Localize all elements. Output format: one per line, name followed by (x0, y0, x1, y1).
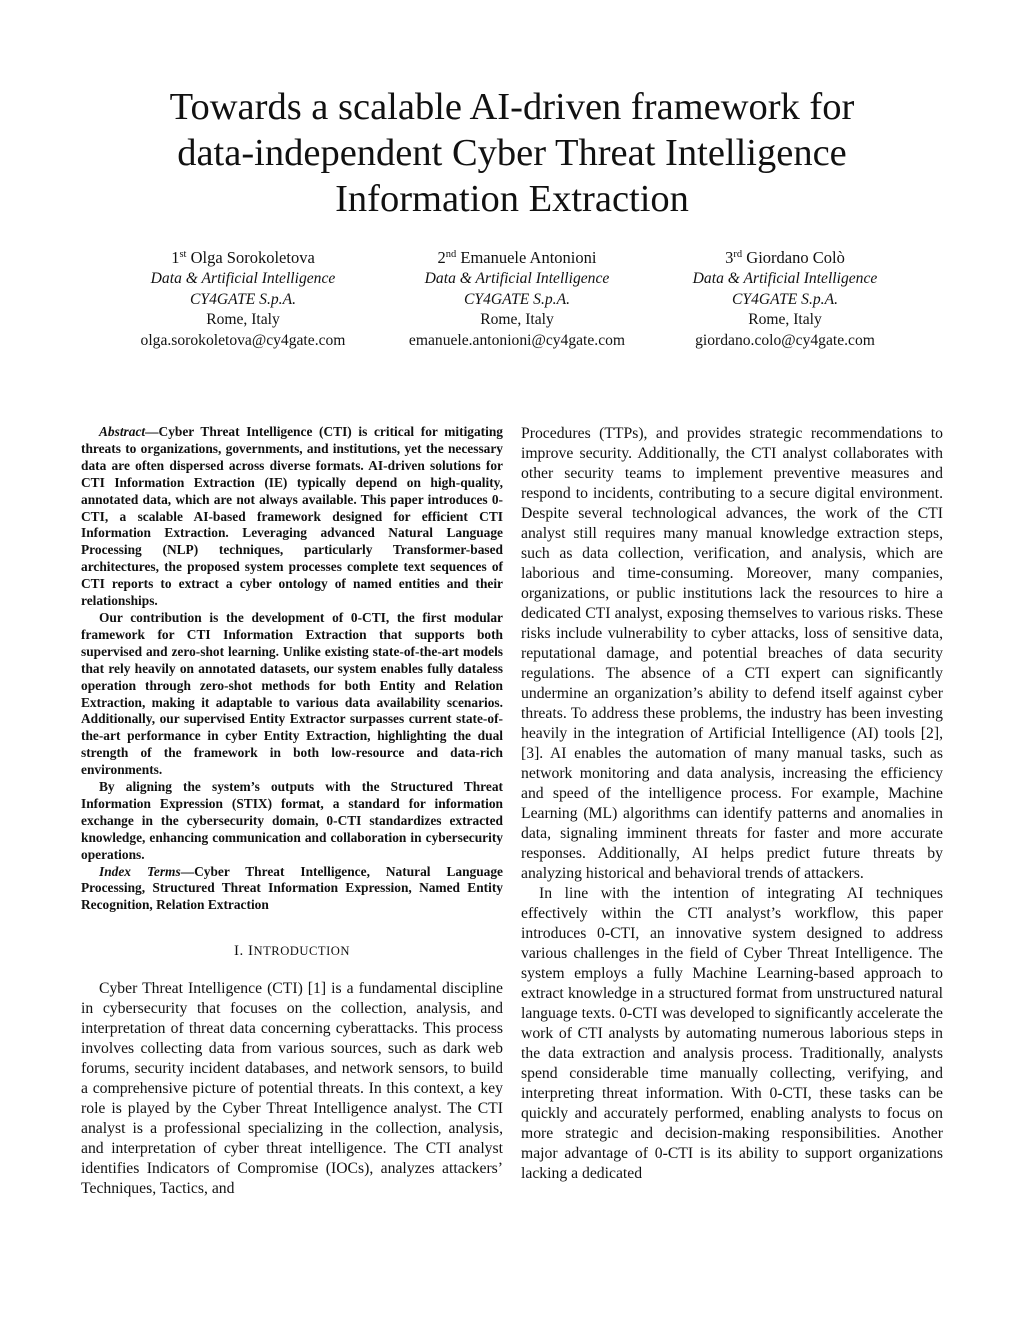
author-3 (635, 248, 935, 352)
author-dept: Data & Artificial Intelligence (692, 269, 878, 287)
title-line: Information Extraction (335, 178, 689, 220)
abstract-label: Abstract (99, 424, 146, 439)
author-ordinal-suffix: rd (733, 249, 743, 260)
author-2 (367, 248, 667, 352)
author-ordinal: 2 (437, 248, 446, 267)
author-ordinal: 3 (725, 248, 734, 267)
paper-title (80, 84, 944, 222)
abstract (81, 424, 503, 914)
abstract-paragraph: Our contribution is the development of 0-CTI, the first modular framework for CTI Information Extraction that supports both supervised and zero-shot learning. Unlike existing state-of-the-art models that rely heavily on annotated datasets, our system enables fully dataless operation through zero-shot methods for both Entity and Relation Extraction, making it adaptable to various data availability scenarios. Additionally, our supervised Entity Extractor surpasses current state-of-the-art performance in cyber Entity Extraction, highlighting the dual strength of the framework in both low-resource and data-rich environments. (81, 609, 503, 778)
body-text-right (521, 424, 943, 1184)
author-ordinal: 1 (171, 248, 180, 267)
author-email: olga.sorokoletova@cy4gate.com (140, 332, 346, 350)
body-paragraph: In line with the intention of integrating AI techniques effectively within the CTI analyst’s workflow, this paper introduces 0-CTI, an innovative system designed to address various challenges in the field of Cyber Threat Intelligence. The system employs a fully Machine Learning-based approach to extract knowledge in a structured format from unstructured natural language texts. 0-CTI was developed to significantly accelerate the work of CTI analysts by automating numerous laborious steps in the data extraction and analysis process. Traditionally, analysts spend considerable time manually collecting, verifying, and interpreting threat information. With 0-CTI, these tasks can be quickly and accurately performed, enabling analysts to focus on more strategic and decision-making responsibilities. Another major advantage of 0-CTI is its ability to support organizations lacking a dedicated (521, 885, 943, 1182)
author-org: CY4GATE S.p.A. (732, 290, 838, 308)
title-line: data-independent Cyber Threat Intelligence (177, 132, 847, 174)
author-name: Giordano Colò (746, 248, 845, 267)
author-location: Rome, Italy (206, 311, 280, 329)
index-terms-label: Index Terms (99, 863, 181, 879)
author-name: Emanuele Antonioni (460, 248, 597, 267)
author-location: Rome, Italy (748, 311, 822, 329)
abstract-paragraph: Abstract—Cyber Threat Intelligence (CTI) is critical for mitigating threats to organizations, governments, and institutions, yet the necessary data are often dispersed across diverse formats. AI-driven solutions for CTI Information Extraction (IE) typically depend on high-quality, annotated data, which are not always available. This paper introduces 0-CTI, a scalable AI-based framework designed for efficient CTI Information Extraction. Leveraging advanced Natural Language Processing (NLP) techniques, particularly Transformer-based architectures, the proposed system processes complete text sequences of CTI reports to extract a cyber ontology of named entities and their relationships. (81, 424, 503, 609)
body-text-left (81, 979, 503, 1199)
author-email: emanuele.antonioni@cy4gate.com (408, 332, 626, 350)
left-column (81, 424, 503, 1199)
section-heading: I. INTRODUCTION (234, 943, 350, 960)
author-dept: Data & Artificial Intelligence (424, 269, 610, 287)
body-paragraph: Procedures (TTPs), and provides strategic recommendations to improve security. Additionally, the CTI analyst collaborates with other security teams to implement preventive measures and respond to incidents, contributing to a secure digital environment. Despite several technological advances, the work of the CTI analyst still requires many manual knowledge extraction steps, such as data collection, verification, and analysis, which are laborious and time-consuming. Moreover, many companies, organizations, or public institutions lack the resources to hire a dedicated CTI analyst, exposing themselves to various risks. These risks include vulnerability to cyber attacks, loss of sensitive data, reputational damage, and potential breaches of data security regulations. The absence of a CTI expert can significantly undermine an organization’s ability to defend itself against cyber threats. To address these problems, the industry has been investing heavily in the integration of Artificial Intelligence (AI) tools [2], [3]. AI enables the automation of many manual tasks, such as network monitoring and data analysis, increasing the efficiency and speed of the intelligence process. For example, Machine Learning (ML) algorithms can identify patterns and anomalies in data, signaling imminent threats for faster and more accurate responses. Additionally, AI helps predict future threats by analyzing historical and behavioral trends of attackers. (521, 425, 943, 882)
author-ordinal-suffix: nd (445, 249, 457, 260)
author-email: giordano.colo@cy4gate.com (695, 332, 875, 350)
author-dept: Data & Artificial Intelligence (150, 269, 336, 287)
abstract-paragraph: By aligning the system’s outputs with the Structured Threat Information Expression (STIX) format, a standard for information exchange in the cybersecurity domain, 0-CTI standardizes extracted knowledge, enhancing communication and collaboration in cybersecurity operations. (81, 779, 503, 862)
title-line: Towards a scalable AI-driven framework for (169, 86, 855, 128)
author-org: CY4GATE S.p.A. (190, 290, 296, 308)
body-paragraph: Cyber Threat Intelligence (CTI) [1] is a fundamental discipline in cybersecurity that focuses on the collection, analysis, and interpretation of threat data concerning cyberattacks. This process involves collecting data from various sources, such as dark web forums, security incident databases, and network sensors, to build a comprehensive picture of potential threats. In this context, a key role is played by the Cyber Threat Intelligence analyst. The CTI analyst is a professional specializing in the collection, analysis, and interpretation of cyber threat intelligence. The CTI analyst identifies Indicators of Compromise (IOCs), analyzes attackers’ Techniques, Tactics, and (81, 980, 503, 1198)
author-name: Olga Sorokoletova (190, 248, 315, 267)
author-ordinal-suffix: st (179, 249, 187, 260)
index-terms: Index Terms—Cyber Threat Intelligence, Natural Language Processing, Structured Threat Information Expression, Named Entity Recognition, Relation Extraction (81, 863, 503, 913)
right-column (521, 424, 943, 1184)
author-location: Rome, Italy (480, 311, 554, 329)
author-1 (93, 248, 393, 352)
author-org: CY4GATE S.p.A. (464, 290, 570, 308)
